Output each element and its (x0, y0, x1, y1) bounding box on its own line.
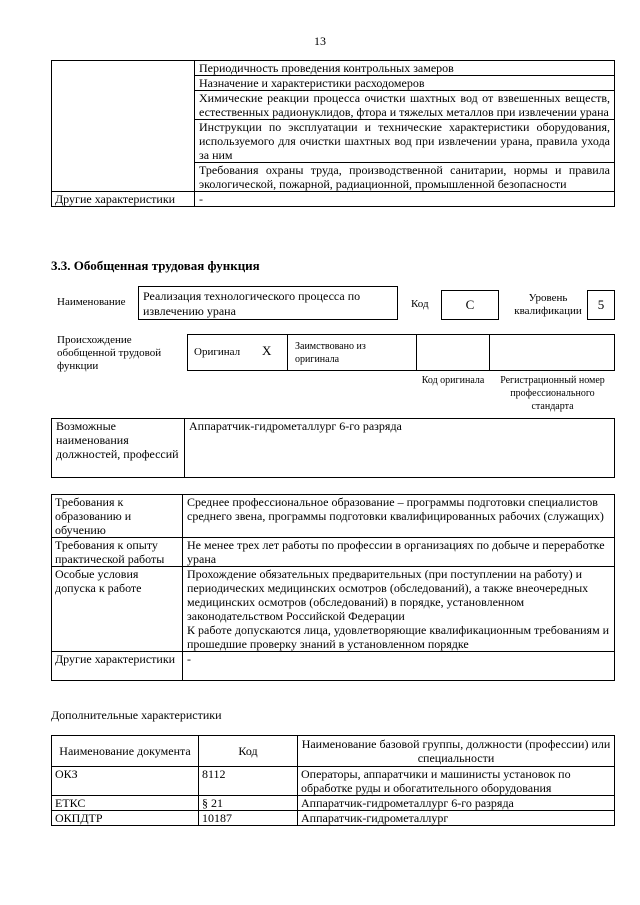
code-cell: 10187 (199, 811, 298, 826)
column-header: Код (199, 736, 298, 767)
code-label: Код (411, 298, 429, 310)
knowledge-item: Периодичность проведения контрольных замеров (195, 61, 615, 76)
job-titles-table (51, 418, 615, 478)
level-box: 5 (587, 290, 615, 320)
requirement-value: - (183, 652, 615, 681)
name-cell: Аппаратчик-гидрометаллург (298, 811, 615, 826)
doc-cell: ЕТКС (52, 796, 199, 811)
extra-characteristics-table (51, 735, 615, 826)
name-cell: Аппаратчик-гидрометаллург 6-го разряда (298, 796, 615, 811)
table-header-row (52, 736, 615, 767)
code-cell: 8112 (199, 767, 298, 796)
reg-number-box (489, 334, 615, 371)
requirement-label: Особые условия допуска к работе (52, 567, 183, 652)
knowledge-table (51, 60, 615, 207)
requirement-text: К работе допускаются лица, удовлетворяющие квалификационным требованиям и прошедшие проверку знаний в установленном порядке (187, 623, 610, 651)
code-cell: § 21 (199, 796, 298, 811)
origin-label: Происхождение обобщенной трудовой функции (57, 334, 162, 372)
column-header: Наименование документа (52, 736, 199, 767)
knowledge-item: Химические реакции процесса очистки шахтных вод от взвешенных веществ, естественных радионуклидов, фтора и тяжелых металлов при извлечении урана (195, 91, 615, 120)
knowledge-item: Инструкции по эксплуатации и технические характеристики оборудования, используемого для очистки шахтных вод при извлечении урана, правила ухода за ним (195, 120, 615, 163)
table-row (52, 495, 615, 538)
empty-cell (52, 61, 195, 192)
job-titles-value: Аппаратчик-гидрометаллург 6-го разряда (185, 419, 615, 478)
orig-code-box (416, 334, 490, 371)
table-row (52, 796, 615, 811)
requirement-label: Требования к опыту практической работы (52, 538, 183, 567)
table-row (52, 419, 615, 478)
table-row (52, 767, 615, 796)
doc-cell: ОКЗ (52, 767, 199, 796)
original-mark: X (262, 343, 272, 358)
borrowed-label: Заимствовано из оригинала (295, 341, 366, 365)
table-row (52, 538, 615, 567)
page-number: 13 (314, 34, 326, 48)
column-header: Наименование базовой группы, должности (профессии) или специальности (298, 736, 615, 767)
requirement-label: Другие характеристики (52, 652, 183, 681)
name-label: Наименование (57, 296, 126, 308)
table-row (52, 811, 615, 826)
table-row (52, 567, 615, 652)
doc-cell: ОКПДТР (52, 811, 199, 826)
knowledge-item: Требования охраны труда, производственной санитарии, нормы и правила экологической, пожарной, радиационной, промышленной безопасности (195, 163, 615, 192)
table-row (52, 192, 615, 207)
requirements-table (51, 494, 615, 681)
requirement-value: Не менее трех лет работы по профессии в организациях по добыче и переработке урана (183, 538, 615, 567)
level-label: Уровень квалификации (514, 292, 582, 317)
requirement-value (183, 567, 615, 652)
other-characteristics-label: Другие характеристики (52, 192, 195, 207)
original-label: Оригинал (194, 346, 241, 358)
reg-number-label: Регистрационный номер профессионального стандарта (500, 375, 605, 412)
orig-code-label: Код оригинала (421, 375, 485, 386)
table-row (52, 652, 615, 681)
requirement-label: Требования к образованию и обучению (52, 495, 183, 538)
table-row (52, 61, 615, 76)
extra-heading: Дополнительные характеристики (51, 708, 222, 722)
knowledge-item: Назначение и характеристики расходомеров (195, 76, 615, 91)
other-characteristics-value: - (195, 192, 615, 207)
job-titles-label: Возможные наименования должностей, профессий (52, 419, 185, 478)
requirement-value: Среднее профессиональное образование – программы подготовки специалистов среднего звена, программы подготовки квалифицированных рабочих (служащих) (183, 495, 615, 538)
function-name-box: Реализация технологического процесса по извлечению урана (138, 286, 398, 320)
requirement-text: Прохождение обязательных предварительных (при поступлении на работу) и периодических медицинских осмотров (обследований), а также внеочередных медицинских осмотров (обследований) в порядке, установленном законодательством Российской Федерации (187, 567, 589, 623)
name-cell: Операторы, аппаратчики и машинисты установок по обработке руды и обогатительного оборудования (298, 767, 615, 796)
section-heading: 3.3. Обобщенная трудовая функция (51, 258, 260, 273)
code-box: C (441, 290, 499, 320)
